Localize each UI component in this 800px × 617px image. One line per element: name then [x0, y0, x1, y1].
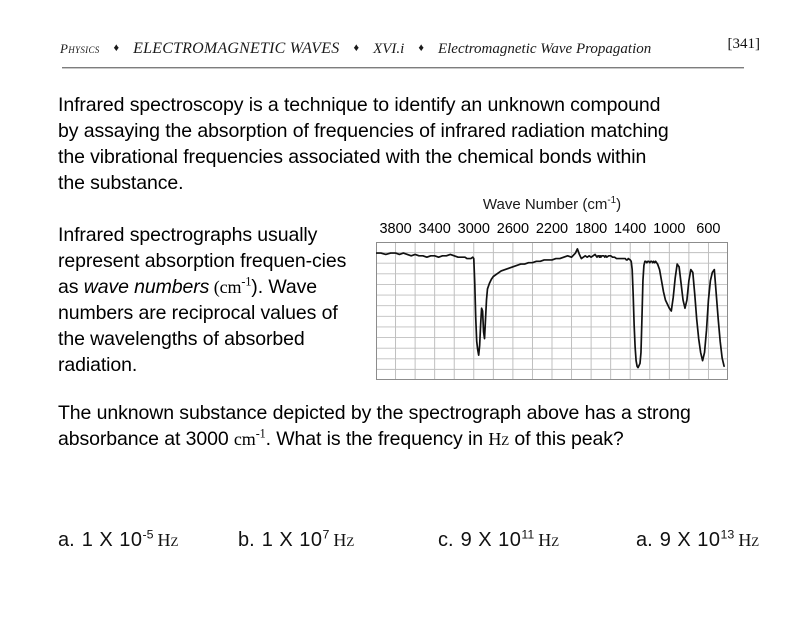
- left-column-unit-open: (cm: [209, 277, 242, 297]
- question-segment-2: . What is the frequency in: [265, 428, 489, 450]
- intro-paragraph: [58, 92, 748, 196]
- answer-choice-label: b.: [238, 529, 255, 551]
- answer-choice[interactable]: [238, 529, 354, 552]
- answer-choice-mantissa: 9 X 10: [460, 529, 522, 551]
- question-paragraph: [58, 400, 748, 452]
- x-axis-tick-label: 1800: [574, 221, 608, 237]
- chart-title: Wave Number $(cm^{-1})$: [482, 195, 622, 213]
- answer-choice-mantissa: 9 X 10: [659, 529, 721, 551]
- left-column-segment-1: Infrared spectrographs usually represent absorption frequen-cies as: [58, 224, 347, 298]
- page-number: [341]: [727, 36, 760, 52]
- x-axis-tick-label: 3800: [379, 221, 412, 237]
- answer-choice-unit: Hz: [738, 530, 760, 550]
- answer-choice-mantissa: 1 X 10: [81, 529, 143, 551]
- intro-line-4: the substance.: [58, 172, 184, 194]
- x-axis-tick-labels: [376, 221, 728, 239]
- intro-line-1: Infrared spectroscopy is a technique to identify an unknown compound: [58, 94, 661, 116]
- ir-spectrum-figure: [376, 196, 728, 382]
- x-axis-tick-label: 2200: [535, 221, 569, 237]
- question-hz-unit: Hz: [488, 429, 510, 449]
- header-divider: [62, 67, 744, 69]
- answer-choice[interactable]: [438, 529, 559, 552]
- answer-choices: [58, 529, 758, 563]
- breadcrumb-unit-title: ELECTROMAGNETIC WAVES: [133, 40, 340, 57]
- question-segment-1: The unknown substance depicted by the spectrograph above has a strong absorbance at 3000: [58, 402, 691, 450]
- x-axis-tick-label: 2600: [496, 221, 530, 237]
- x-axis-tick-label: 3000: [457, 221, 490, 237]
- intro-line-2: by assaying the absorption of frequencies of infrared radiation matching: [58, 120, 669, 142]
- answer-choice-unit: Hz: [157, 530, 179, 550]
- breadcrumb-topic: Electromagnetic Wave Propagation: [437, 41, 652, 57]
- x-axis-tick-label: 3400: [418, 221, 451, 237]
- question-unit: cm: [233, 429, 256, 449]
- left-column-segment-3: ). Wave numbers are reciprocal values of the wavelengths of absorbed radiation.: [58, 276, 338, 376]
- spectrum-plot: [376, 242, 728, 380]
- answer-choice-unit: Hz: [538, 530, 560, 550]
- left-column-italic-term: wave numbers: [83, 276, 210, 298]
- breadcrumb: [60, 40, 760, 58]
- answer-choice[interactable]: [636, 529, 759, 552]
- diamond-separator-icon: ♦: [113, 42, 120, 54]
- diamond-separator-icon: ♦: [353, 42, 360, 54]
- spectrum-svg: [376, 242, 728, 380]
- page-header: [60, 36, 760, 66]
- answer-choice-unit: Hz: [333, 530, 355, 550]
- x-axis-tick-label: 600: [696, 221, 721, 237]
- x-axis-tick-label: 1000: [653, 221, 686, 237]
- left-column-paragraph: [58, 222, 358, 378]
- left-column-unit-exponent: -1: [241, 274, 252, 289]
- breadcrumb-section-number: XVI.i: [373, 41, 405, 57]
- answer-choice-mantissa: 1 X 10: [261, 529, 323, 551]
- question-unit-exponent: -1: [255, 426, 266, 441]
- answer-choice-label: a.: [58, 529, 75, 551]
- answer-choice-exponent: 13: [720, 527, 735, 542]
- chart-title-exponent: -1: [607, 195, 617, 206]
- intro-line-3: the vibrational frequencies associated with the chemical bonds within: [58, 146, 647, 168]
- answer-choice-exponent: 7: [322, 527, 330, 542]
- answer-choice-label: a.: [636, 529, 653, 551]
- question-segment-3: of this peak?: [509, 428, 624, 450]
- diamond-separator-icon: ♦: [418, 42, 424, 54]
- answer-choice[interactable]: [58, 529, 179, 552]
- answer-choice-label: c.: [438, 529, 454, 551]
- answer-choice-exponent: -5: [142, 527, 154, 542]
- answer-choice-exponent: 11: [521, 527, 535, 542]
- x-axis-tick-label: 1400: [614, 221, 647, 237]
- breadcrumb-subject: Physics: [60, 41, 100, 56]
